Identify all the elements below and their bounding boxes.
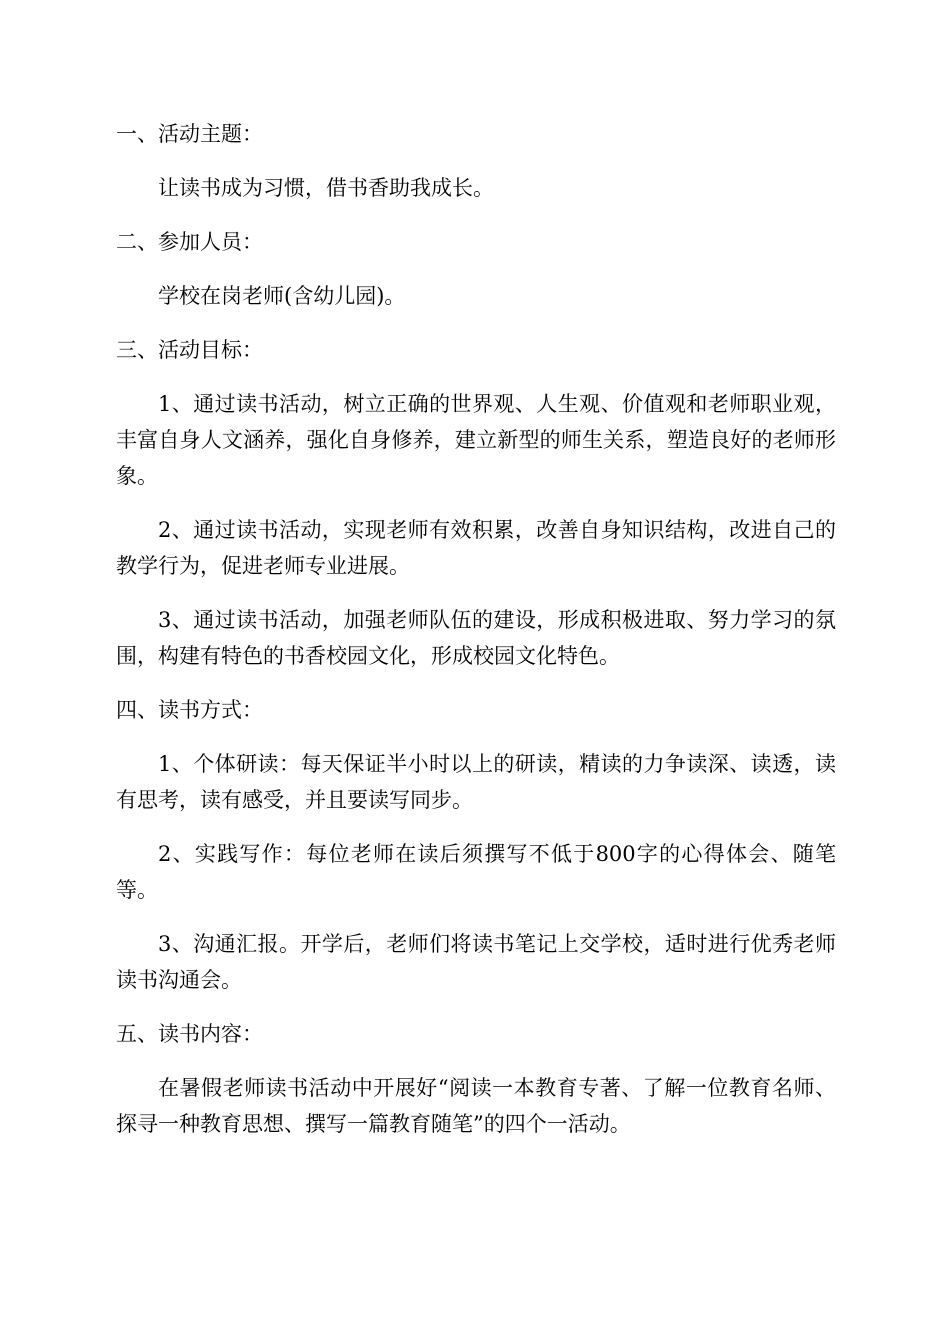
section-participants — [116, 224, 836, 314]
section-paragraph: 1、个体研读：每天保证半小时以上的研读，精读的力争读深、读透，读有思考，读有感受，并且要读写同步。 — [116, 752, 836, 812]
section-heading: 一、活动主题： — [116, 122, 263, 146]
section-heading: 四、读书方式： — [116, 698, 263, 722]
section-paragraph: 3、沟通汇报。开学后，老师们将读书笔记上交学校，适时进行优秀老师读书沟通会。 — [116, 932, 836, 992]
section-activity-goals — [116, 332, 836, 674]
section-heading: 三、活动目标： — [116, 338, 263, 362]
section-paragraph: 让读书成为习惯，借书香助我成长。 — [158, 176, 494, 200]
section-reading-content — [116, 1016, 836, 1142]
section-paragraph: 学校在岗老师(含幼儿园)。 — [158, 284, 406, 308]
document-body — [116, 116, 836, 1160]
section-activity-theme — [116, 116, 836, 206]
section-heading: 二、参加人员： — [116, 230, 263, 254]
section-paragraph: 在暑假老师读书活动中开展好“阅读一本教育专著、了解一位教育名师、探寻一种教育思想、撰写一篇教育随笔”的四个一活动。 — [116, 1076, 836, 1136]
section-paragraph: 2、实践写作：每位老师在读后须撰写不低于800字的心得体会、随笔等。 — [116, 842, 836, 902]
section-heading: 五、读书内容： — [116, 1022, 263, 1046]
section-reading-methods — [116, 692, 836, 998]
section-paragraph: 2、通过读书活动，实现老师有效积累，改善自身知识结构，改进自己的教学行为，促进老师专业进展。 — [116, 518, 836, 578]
section-paragraph: 1、通过读书活动，树立正确的世界观、人生观、价值观和老师职业观，丰富自身人文涵养，强化自身修养，建立新型的师生关系，塑造良好的老师形象。 — [116, 392, 836, 488]
section-paragraph: 3、通过读书活动，加强老师队伍的建设，形成积极进取、努力学习的氛围，构建有特色的书香校园文化，形成校园文化特色。 — [116, 608, 836, 668]
